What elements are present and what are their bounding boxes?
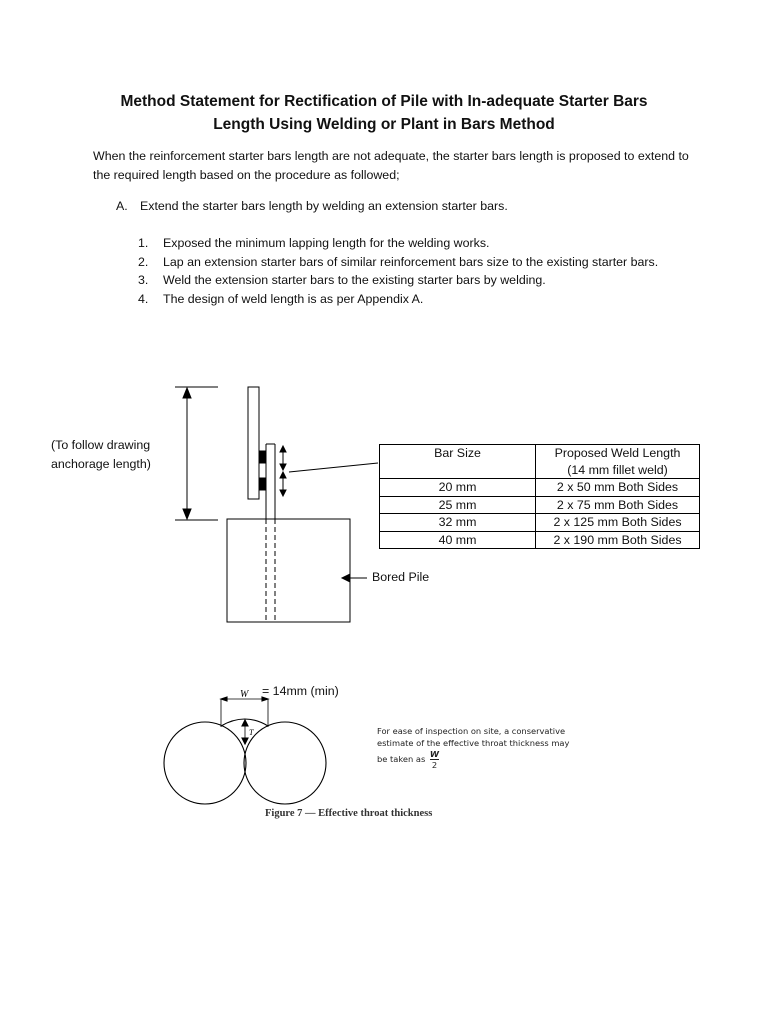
step-number: 1. bbox=[138, 236, 149, 250]
table-row bbox=[380, 514, 700, 532]
weld-width-value: = 14mm (min) bbox=[262, 684, 339, 698]
fraction: $\frac{W}{2}$ bbox=[429, 749, 440, 770]
step-number: 3. bbox=[138, 273, 149, 287]
cell-weld-length: 2 x 50 mm Both Sides bbox=[536, 479, 700, 497]
header-weld-length: Proposed Weld Length (14 mm fillet weld) bbox=[536, 445, 700, 479]
table-row bbox=[380, 531, 700, 549]
weld-lower bbox=[259, 478, 266, 490]
step-text: Exposed the minimum lapping length for the welding works. bbox=[163, 236, 490, 250]
header-bar-size: Bar Size bbox=[380, 445, 536, 479]
dimension-arrow-top bbox=[183, 388, 191, 398]
w-symbol: W bbox=[240, 689, 249, 700]
cell-weld-length: 2 x 75 mm Both Sides bbox=[536, 496, 700, 514]
cell-bar-size: 20 mm bbox=[380, 479, 536, 497]
bar-circle-right bbox=[244, 722, 326, 804]
cell-bar-size: 40 mm bbox=[380, 531, 536, 549]
cell-bar-size: 32 mm bbox=[380, 514, 536, 532]
figure7-drawing bbox=[164, 689, 326, 804]
extension-starter-bar bbox=[248, 387, 259, 499]
table-row bbox=[380, 496, 700, 514]
title-line-1: Method Statement for Rectification of Pile with In-adequate Starter Bars bbox=[120, 93, 648, 110]
section-marker: A. bbox=[116, 199, 128, 213]
step-number: 2. bbox=[138, 254, 149, 269]
anchorage-length-label: (To follow drawing anchorage length) bbox=[51, 438, 151, 471]
title-line-2: Length Using Welding or Plant in Bars Method bbox=[213, 116, 555, 133]
bar-circle-left bbox=[164, 722, 246, 804]
figure7-caption: Figure 7 — Effective throat thickness bbox=[265, 808, 433, 819]
intro-paragraph: When the reinforcement starter bars length are not adequate, the starter bars length is proposed to extend to the required length based on the procedure as followed; bbox=[93, 149, 689, 182]
weld-length-table bbox=[379, 444, 700, 549]
figure7-note: For ease of inspection on site, a conservative estimate of the effective throat thickness may be taken as $\frac{W}{2}$ bbox=[377, 726, 570, 770]
step-number: 4. bbox=[138, 291, 149, 306]
weld-length-arrows bbox=[280, 446, 286, 496]
cell-weld-length: 2 x 190 mm Both Sides bbox=[536, 531, 700, 549]
dimension-arrow-bottom bbox=[183, 509, 191, 519]
step-text: Weld the extension starter bars to the existing starter bars by welding. bbox=[163, 273, 546, 287]
cell-bar-size: 25 mm bbox=[380, 496, 536, 514]
table-header-row bbox=[380, 445, 700, 479]
cell-weld-length: 2 x 125 mm Both Sides bbox=[536, 514, 700, 532]
bored-pile bbox=[227, 519, 350, 622]
weld-upper bbox=[259, 451, 266, 463]
step-text: Lap an extension starter bars of similar reinforcement bars size to the existing starter bars. bbox=[163, 254, 659, 269]
starter-bar-drawing bbox=[175, 387, 378, 622]
t-symbol: T bbox=[249, 728, 254, 737]
table-leader-line bbox=[289, 463, 378, 472]
table-row bbox=[380, 479, 700, 497]
bored-pile-label: Bored Pile bbox=[372, 570, 430, 584]
section-text: Extend the starter bars length by welding an extension starter bars. bbox=[140, 199, 508, 213]
step-text: The design of weld length is as per Appendix A. bbox=[163, 291, 424, 306]
pile-pointer-arrow bbox=[342, 574, 350, 582]
